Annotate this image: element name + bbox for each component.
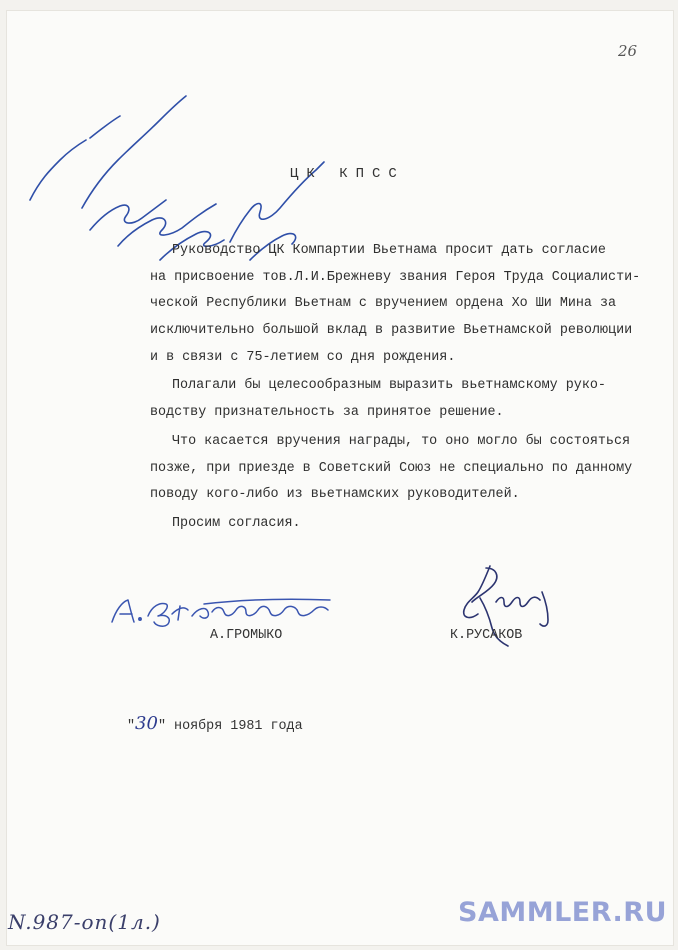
approval-text-line-2	[24, 170, 29, 171]
body-line: водству признательность за принятое решение.	[150, 405, 504, 421]
body-line: и в связи с 75-летием со дня рождения.	[150, 349, 456, 365]
body-line: Руководство ЦК Компартии Вьетнама просит дать согласие	[172, 243, 606, 258]
page-number: 26	[618, 42, 638, 60]
document-title: ЦК КПСС	[290, 166, 405, 182]
body-line: на присвоение тов.Л.И.Брежневу звания Героя Труда Социалисти-	[150, 269, 641, 285]
body-line: Просим согласия.	[172, 515, 301, 531]
date-day: 30	[135, 713, 158, 734]
signatory-right: К.РУСАКОВ	[450, 628, 523, 643]
watermark: SAMMLER.RU	[458, 897, 667, 928]
signature-gromyko-drawing	[108, 592, 338, 632]
document-date	[127, 713, 303, 734]
body-line: Что касается вручения награды, то оно могло бы состояться	[172, 433, 631, 449]
body-line: позже, при приезде в Советский Союз не специально по данному	[150, 460, 633, 476]
date-quote-open: "	[127, 719, 136, 734]
date-month-year: ноября 1981 года	[174, 719, 303, 734]
body-line: поводу кого-либо из вьетнамских руководителей.	[150, 487, 520, 503]
archive-number: N.987-оп(1л.)	[8, 910, 161, 934]
approval-text-line-1	[24, 160, 29, 161]
document-body	[150, 238, 650, 538]
signatory-left: А.ГРОМЫКО	[210, 628, 283, 643]
body-line: Полагали бы целесообразным выразить вьетнамскому руко-	[172, 378, 606, 394]
date-quote-close: "	[157, 719, 175, 734]
body-line: исключительно большой вклад в развитие Вьетнамской революции	[150, 323, 633, 339]
body-line: ческой Республики Вьетнам с вручением ордена Хо Ши Мина за	[150, 296, 617, 312]
